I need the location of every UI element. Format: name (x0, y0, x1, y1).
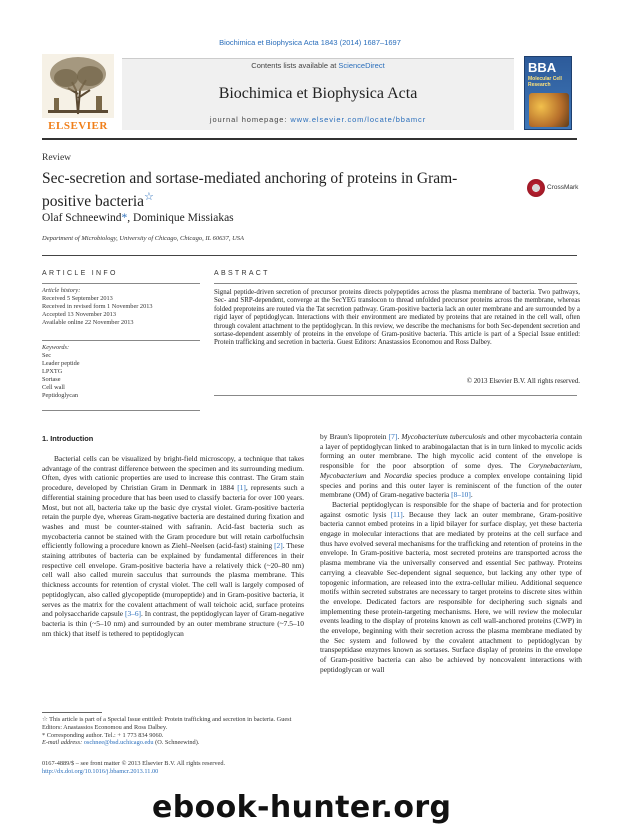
paragraph (320, 500, 582, 675)
reference-link[interactable]: [2] (274, 541, 283, 551)
body-column-right (320, 432, 582, 675)
contents-prefix: Contents lists available at (251, 61, 339, 70)
abstract-bottom-rule (214, 395, 577, 396)
footnote-email (42, 739, 304, 747)
keyword: Sortase (42, 376, 61, 383)
body-text: , represents such a differential staining procedure that has been used to classify bacteria for over 100 years. Most, but not all, bacteria take up the basic dye crystal violet. Gram-positive bacteria retain the purple dye, whereas Gram-negative bacteria are destained during fixation and washes and must be counter-stained with safranin. Acid-fast bacteria such as mycobacteria cannot be stained with the Gram procedure but will retain carbolfuchsin efficiently following a procedure known as Ziehl–Neelsen (acid-fast) staining (42, 483, 304, 551)
abstract-text: Signal peptide-driven secretion of precursor proteins directs polypeptides across the plasma membrane of bacteria. Two pathways, Sec- and SRP-dependent, converge at the SecYEG translocon to thread unfolded precursor proteins across the membrane, whereas folded preproteins are routed via the Tat secretion pathway. Gram-positive bacteria lack an outer membrane and are surrounded by a rigid layer of peptidoglycan. Interactions with their environment are mediated by proteins that are retained in the cell wall, often through covalent attachment to the peptidoglycan. In this review, we describe the mechanisms for both Sec-dependent secretion and sortase-dependent assembly of proteins in the envelope of Gram-positive bacteria. This article is part of a Special Issue entitled: Protein trafficking and secretion in bacteria. Guest Editors: Anastassios Economou and Ross Dalbey. (214, 289, 580, 347)
body-text: species produce a complex envelope containing lipid species and porins and this outer layer is reminiscent of the function of the outer membrane (OM) of Gram-negative bacteria (320, 470, 582, 500)
abstract-copyright: © 2013 Elsevier B.V. All rights reserved. (466, 378, 580, 385)
footnote-rule (42, 712, 102, 713)
keyword: LPXTG (42, 368, 63, 375)
email-label: E-mail address: (42, 739, 84, 747)
history-item: Accepted 13 November 2013 (42, 311, 116, 318)
issn-doi-block (42, 760, 342, 776)
crossmark-icon (527, 179, 545, 197)
email-suffix: (O. Schneewind). (153, 739, 200, 747)
homepage-link[interactable]: www.elsevier.com/locate/bbamcr (290, 115, 427, 124)
section-divider (42, 255, 577, 256)
title-text: Sec-secretion and sortase-mediated anchoring of proteins in Gram-positive bacteria (42, 170, 458, 211)
species-name: Mycobacterium (320, 470, 367, 480)
history-item: Received 5 September 2013 (42, 295, 113, 302)
abstract-heading: ABSTRACT (214, 270, 270, 277)
history-item: Received in revised form 1 November 2013 (42, 303, 153, 310)
article-info-heading: ARTICLE INFO (42, 270, 118, 277)
footnotes (42, 716, 304, 747)
body-text: Bacterial peptidoglycan is responsible for the shape of bacteria and for protection against osmotic lysis (320, 499, 582, 519)
body-text: Bacterial cells can be visualized by bright-field microscopy, a technique that takes advantage of the contrast difference between the specimen and its surrounding medium. Often, dyes with cationic properties are used to increase this contrast. The Gram stain procedure, developed by Christian Gram in Denmark in 1884 (42, 454, 304, 493)
article-title (42, 170, 462, 211)
body-text: . In contrast, the peptidoglycan layer of Gram-negative bacteria is thin (~5–10 nm) and surrounded by an outer membrane structure (~7.5–10 nm thick) that itself is tethered to peptidoglycan (42, 609, 304, 638)
doi-link[interactable]: http://dx.doi.org/10.1016/j.bbamcr.2013.11.00 (42, 768, 159, 775)
history-item: Available online 22 November 2013 (42, 319, 134, 326)
journal-banner (122, 58, 514, 130)
body-text: by Braun's lipoprotein (320, 432, 389, 441)
paragraph (320, 432, 582, 500)
footnote (42, 716, 304, 732)
body-text: , (580, 461, 582, 471)
author-separator: , (127, 212, 134, 224)
body-text: and (366, 470, 385, 480)
section-heading-introduction: 1. Introduction (42, 434, 94, 443)
cover-letters: BBA (528, 60, 557, 75)
species-name: Nocardia (384, 470, 412, 480)
footnote-text: This article is part of a Special Issue entitled: Protein trafficking and secretion in bacteria. Guest Editors: Anastassios Economou and Ross Dalbey. (42, 716, 292, 731)
journal-title: Biochimica et Biophysica Acta (218, 85, 418, 102)
crossmark-label: CrossMark (547, 184, 579, 191)
journal-homepage (122, 115, 514, 124)
keywords-label: Keywords: (42, 344, 70, 351)
reference-link[interactable]: [1] (237, 483, 246, 493)
journal-header (42, 54, 572, 136)
article-info-rule (42, 283, 200, 284)
keyword: Peptidoglycan (42, 392, 79, 399)
body-text: . (470, 490, 473, 500)
keyword: Sec (42, 352, 52, 359)
history-label: Article history: (42, 287, 81, 294)
footnote-asterisk-icon: * (42, 731, 46, 739)
keyword: Leader peptide (42, 360, 80, 367)
reference-link[interactable]: [11] (390, 509, 403, 519)
author-affiliation: Department of Microbiology, University of Chicago, Chicago, IL 60637, USA (42, 235, 245, 242)
body-text: and other mycobacteria contain a layer of peptidoglycan linked to arabinogalactan that is in turn linked to mycolic acids forming an outer membrane. The high mycolic acid content of the envelope is responsible for the poor absorption of some dyes. The (320, 432, 582, 471)
body-text: . These staining attributes of bacteria can be explained by fundamental differences in their respective cell envelope. Gram-positive bacteria have a relatively thick (~20–80 nm) cell wall also called murein sacculus that surrounds the plasma membrane. This thickness accounts for retention of crystal violet. The cell wall is largely composed of peptidoglycan, also called glycopeptide (muropeptide) and in Gram-positive bacteria, it serves as the matrix for the covalent attachment of wall teichoic acid, surface proteins and polysaccharide capsule (42, 541, 304, 619)
author-name: Dominique Missiakas (133, 212, 234, 224)
body-text: . Because they lack an outer membrane, Gram-positive bacteria cannot embed proteins in a lipid bilayer for surface display, yet these bacteria engage in molecular interactions that are mediated by proteins at the cell surface and thus have evolved several mechanisms for the trafficking and retention of proteins in the envelope. In Gram-positive bacteria, most secreted proteins are transported across the plasma membrane via the universally conserved and essential Sec pathway. Proteins carrying a cleavable Sec-dependent signal sequence, but lacking any other type of topogenic information, are released into the extra-cellular milieu. Additional sequence motifs within secreted substrates are necessary to target proteins to discrete sites within the envelope. Dedicated factors are responsible for deciphering such signals and implementing these protein-targeting mechanisms. Here, we will review the molecular events leading to the display of proteins known as cell wall-anchored proteins (CWP) in the envelope, beginning with their secretion across the plasma membrane mediated by the Sec system and followed by the covalent attachment to peptidoglycan by transpeptidase enzymes known as sortases. Surface display of proteins in the envelope of Gram-positive bacteria can also be achieved by noncovalent interactions with peptidoglycan or wall (320, 509, 583, 674)
cover-artwork (529, 93, 569, 127)
author-list (42, 212, 234, 224)
sciencedirect-link[interactable]: ScienceDirect (338, 61, 385, 70)
title-footnote-star-icon[interactable]: ☆ (144, 191, 154, 203)
issn-line: 0167-4889/$ – see front matter © 2013 Elsevier B.V. All rights reserved. (42, 760, 226, 767)
author-name: Olaf Schneewind (42, 212, 122, 224)
email-link[interactable]: oschnee@bsd.uchicago.edu (83, 739, 154, 747)
article-info-bottom-rule (42, 410, 200, 411)
homepage-prefix: journal homepage: (209, 115, 291, 124)
species-name: Mycobacterium tuberculosis (401, 432, 486, 441)
reference-link[interactable]: [8–10] (451, 490, 471, 500)
cover-subtitle: Molecular Cell Research (528, 76, 562, 88)
reference-link[interactable]: [3–6] (124, 609, 141, 619)
article-history (42, 287, 202, 327)
body-text: . (397, 432, 402, 441)
body-column-left (42, 454, 304, 638)
keywords-rule (42, 340, 200, 341)
keyword-list (42, 344, 202, 400)
journal-cover-thumbnail (524, 56, 572, 130)
watermark-text: ebook-hunter.org (152, 790, 452, 825)
crossmark-badge[interactable] (527, 178, 583, 200)
article-type: Review (42, 153, 72, 163)
contents-availability (122, 61, 514, 70)
species-name: Corynebacterium (528, 461, 581, 471)
corresponding-author-icon[interactable]: * (121, 212, 128, 224)
footnote (42, 732, 304, 740)
footnote-text: Corresponding author. Tel.: + 1 773 834 9060. (45, 731, 164, 739)
header-divider (42, 138, 577, 140)
elsevier-wordmark: ELSEVIER (48, 120, 108, 132)
abstract-rule (214, 283, 577, 284)
keyword: Cell wall (42, 384, 65, 391)
reference-link[interactable]: [7] (388, 432, 398, 441)
journal-citation[interactable]: Biochimica et Biophysica Acta 1843 (2014) 1687–1697 (219, 38, 401, 47)
footnote-star-icon: ☆ (42, 716, 48, 723)
